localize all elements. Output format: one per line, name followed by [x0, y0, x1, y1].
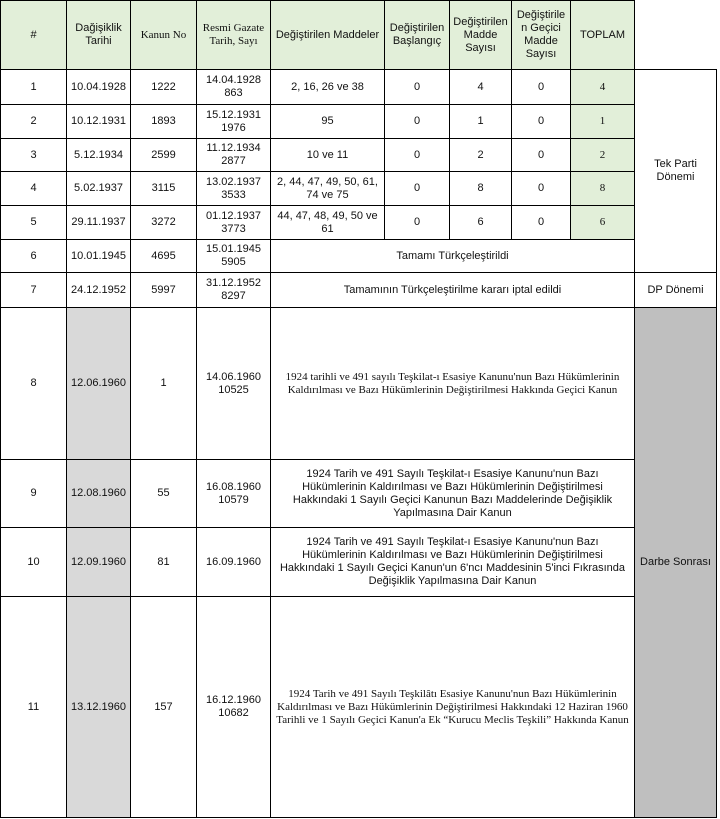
row-gazette: 16.08.1960 10579 — [197, 460, 271, 528]
header-articles: Değiştirilen Maddeler — [271, 1, 385, 70]
table-row — [1, 139, 717, 172]
row-law-title: 1924 Tarih ve 491 Sayılı Teşkilat-ı Esasiye Kanunu'nun Bazı Hükümlerinin Kaldırılması ve Bazı Hükümlerinin Değiştirilmesi Hakkındaki 1 Sayılı Geçici Kanunun Bazı Maddelerinde Değişiklik Yapılmasına Dair Kanun — [271, 460, 635, 528]
row-law-no: 1893 — [131, 105, 197, 139]
row-article-count: 6 — [450, 206, 512, 240]
row-law-no: 2599 — [131, 139, 197, 172]
row-num: 10 — [1, 528, 67, 597]
row-num: 6 — [1, 240, 67, 273]
header-article-count: Değiştirilen Madde Sayısı — [450, 1, 512, 70]
row-law-no: 157 — [131, 597, 197, 818]
header-temp-count: Değiştirile n Geçici Madde Sayısı — [512, 1, 571, 70]
table-row — [1, 460, 717, 528]
row-date: 10.04.1928 — [67, 70, 131, 105]
row-initial: 0 — [385, 172, 450, 206]
row-law-no: 3115 — [131, 172, 197, 206]
row-gazette: 16.12.1960 10682 — [197, 597, 271, 818]
row-date: 12.06.1960 — [67, 308, 131, 460]
period-post-coup: Darbe Sonrası — [635, 308, 717, 818]
row-temp-count: 0 — [512, 139, 571, 172]
header-row — [1, 1, 717, 70]
row-gazette: 31.12.1952 8297 — [197, 273, 271, 308]
row-note: Tamamının Türkçeleştirilme kararı iptal edildi — [271, 273, 635, 308]
header-gazette: Resmi Gazate Tarih, Sayı — [197, 1, 271, 70]
row-law-title: 1924 tarihli ve 491 sayılı Teşkilat-ı Esasiye Kanunu'nun Bazı Hükümlerinin Kaldırılması ve Bazı Hükümlerinin Değiştirilmesi Hakkında Geçici Kanun — [271, 308, 635, 460]
row-law-no: 5997 — [131, 273, 197, 308]
row-initial: 0 — [385, 105, 450, 139]
row-articles: 95 — [271, 105, 385, 139]
row-article-count: 8 — [450, 172, 512, 206]
row-num: 2 — [1, 105, 67, 139]
row-date: 10.12.1931 — [67, 105, 131, 139]
row-note: Tamamı Türkçeleştirildi — [271, 240, 635, 273]
row-gazette: 15.01.1945 5905 — [197, 240, 271, 273]
row-law-title: 1924 Tarih ve 491 Sayılı Teşkilat-ı Esasiye Kanunu'nun Bazı Hükümlerinin Kaldırılması ve Bazı Hükümlerinin Değiştirilmesi Hakkındaki 1 Sayılı Geçici Kanun'un 6'ncı Maddesinin 5'inci Fıkrasında Değişiklik Yapılmasına Dair Kanun — [271, 528, 635, 597]
row-date: 13.12.1960 — [67, 597, 131, 818]
table-row — [1, 70, 717, 105]
row-law-no: 4695 — [131, 240, 197, 273]
row-initial: 0 — [385, 70, 450, 105]
row-num: 5 — [1, 206, 67, 240]
row-law-no: 81 — [131, 528, 197, 597]
row-num: 8 — [1, 308, 67, 460]
row-num: 9 — [1, 460, 67, 528]
row-total: 1 — [571, 105, 635, 139]
table-row — [1, 528, 717, 597]
row-date: 29.11.1937 — [67, 206, 131, 240]
row-date: 5.02.1937 — [67, 172, 131, 206]
row-initial: 0 — [385, 139, 450, 172]
row-date: 12.08.1960 — [67, 460, 131, 528]
period-single-party: Tek Parti Dönemi — [635, 70, 717, 273]
table-row — [1, 273, 717, 308]
row-num: 1 — [1, 70, 67, 105]
header-date: Dağişiklik Tarihi — [67, 1, 131, 70]
table-row — [1, 240, 717, 273]
row-date: 24.12.1952 — [67, 273, 131, 308]
row-num: 4 — [1, 172, 67, 206]
row-total: 2 — [571, 139, 635, 172]
row-articles: 10 ve 11 — [271, 139, 385, 172]
table-row — [1, 105, 717, 139]
row-date: 12.09.1960 — [67, 528, 131, 597]
row-total: 4 — [571, 70, 635, 105]
row-temp-count: 0 — [512, 105, 571, 139]
row-gazette: 15.12.1931 1976 — [197, 105, 271, 139]
row-total: 8 — [571, 172, 635, 206]
table-row — [1, 597, 717, 818]
row-law-title: 1924 Tarih ve 491 Sayılı Teşkilâtı Esasiye Kanunu'nun Bazı Hükümlerinin Kaldırılması ve Bazı Hükümlerinin Değiştirilmesi Hakkındaki 12 Haziran 1960 Tarihli ve 1 Sayılı Geçici Kanun'a Ek “Kurucu Meclis Teşkili” Hakkında Kanun — [271, 597, 635, 818]
period-dp: DP Dönemi — [635, 273, 717, 308]
row-gazette: 14.04.1928 863 — [197, 70, 271, 105]
row-num: 11 — [1, 597, 67, 818]
table-row — [1, 206, 717, 240]
row-law-no: 3272 — [131, 206, 197, 240]
row-temp-count: 0 — [512, 70, 571, 105]
row-articles: 44, 47, 48, 49, 50 ve 61 — [271, 206, 385, 240]
row-initial: 0 — [385, 206, 450, 240]
row-articles: 2, 44, 47, 49, 50, 61, 74 ve 75 — [271, 172, 385, 206]
header-num: # — [1, 1, 67, 70]
row-date: 5.12.1934 — [67, 139, 131, 172]
row-num: 3 — [1, 139, 67, 172]
row-law-no: 1 — [131, 308, 197, 460]
row-gazette: 01.12.1937 3773 — [197, 206, 271, 240]
header-initial: Değiştirilen Başlangıç — [385, 1, 450, 70]
row-gazette: 14.06.1960 10525 — [197, 308, 271, 460]
row-article-count: 1 — [450, 105, 512, 139]
row-article-count: 4 — [450, 70, 512, 105]
row-temp-count: 0 — [512, 206, 571, 240]
row-total: 6 — [571, 206, 635, 240]
row-articles: 2, 16, 26 ve 38 — [271, 70, 385, 105]
row-gazette: 16.09.1960 — [197, 528, 271, 597]
row-law-no: 1222 — [131, 70, 197, 105]
header-law-no: Kanun No — [131, 1, 197, 70]
header-total: TOPLAM — [571, 1, 635, 70]
row-gazette: 13.02.1937 3533 — [197, 172, 271, 206]
row-article-count: 2 — [450, 139, 512, 172]
table-row — [1, 308, 717, 460]
row-num: 7 — [1, 273, 67, 308]
header-blank — [635, 1, 717, 70]
row-gazette: 11.12.1934 2877 — [197, 139, 271, 172]
table-row — [1, 172, 717, 206]
row-temp-count: 0 — [512, 172, 571, 206]
row-law-no: 55 — [131, 460, 197, 528]
row-date: 10.01.1945 — [67, 240, 131, 273]
